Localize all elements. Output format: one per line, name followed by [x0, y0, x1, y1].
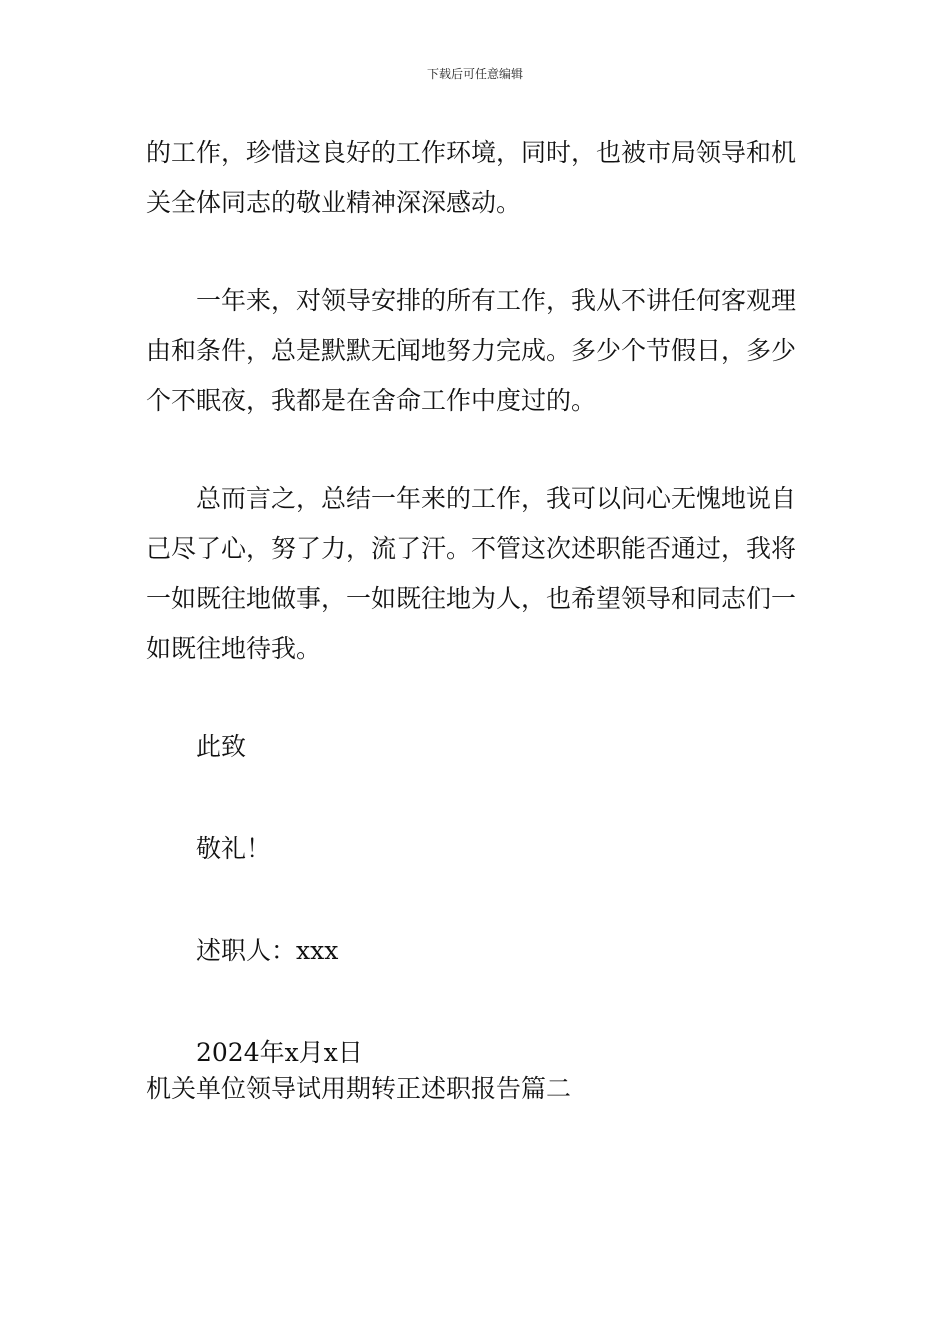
- paragraph-work-dedication: 一年来，对领导安排的所有工作，我从不讲任何客观理由和条件，总是默默无闻地努力完成。多少个节假日，多少个不眠夜，我都是在舍命工作中度过的。: [146, 286, 797, 415]
- paragraph-summary: 总而言之，总结一年来的工作，我可以问心无愧地说自己尽了心，努了力，流了汗。不管这次述职能否通过，我将一如既往地做事，一如既往地为人，也希望领导和同志们一如既往地待我。: [146, 484, 797, 663]
- paragraph-spacer: [146, 674, 810, 722]
- closing-greeting: 此致: [196, 732, 247, 761]
- paragraph-spacer: [146, 426, 810, 474]
- paragraph-spacer: [146, 976, 810, 1028]
- paragraph-continuation: 的工作，珍惜这良好的工作环境，同时，也被市局领导和机关全体同志的敬业精神深深感动。: [146, 138, 797, 217]
- paragraph-spacer: [146, 874, 810, 926]
- closing-salute: 敬礼！: [196, 834, 272, 863]
- signature-line: 述职人：xxx: [196, 936, 339, 965]
- section-title: 机关单位领导试用期转正述职报告篇二: [146, 1074, 572, 1103]
- date-line: 2024年x月x日: [196, 1038, 363, 1067]
- paragraph-spacer: [146, 228, 810, 276]
- document-body: [146, 128, 810, 1114]
- page-header-note: 下载后可任意编辑: [426, 67, 523, 81]
- paragraph-spacer: [146, 772, 810, 824]
